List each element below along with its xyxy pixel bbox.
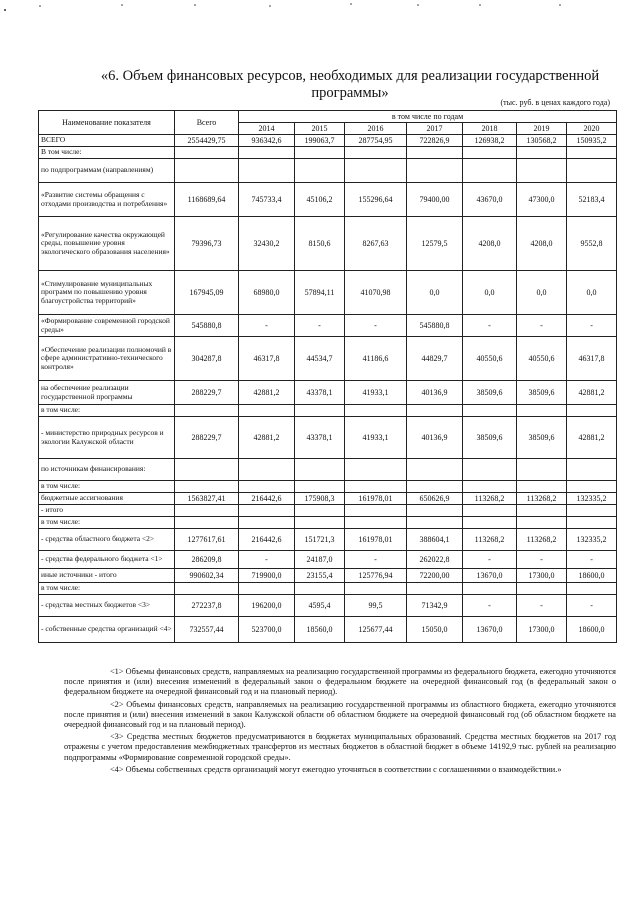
row-total: 1168689,64	[175, 183, 239, 217]
year-value-cell: 523700,0	[239, 617, 295, 643]
year-value-cell	[295, 147, 345, 159]
row-total	[175, 459, 239, 481]
year-value-cell: 46317,8	[239, 337, 295, 381]
row-label: иные источники - итого	[39, 569, 175, 583]
year-value-cell: 132335,2	[567, 529, 617, 551]
header-year: 2015	[295, 123, 345, 135]
year-value-cell: 41933,1	[345, 417, 407, 459]
year-value-cell: 745733,4	[239, 183, 295, 217]
year-value-cell: -	[517, 595, 567, 617]
year-value-cell	[345, 583, 407, 595]
year-value-cell: 262022,8	[407, 551, 463, 569]
year-value-cell	[463, 481, 517, 493]
year-value-cell: 99,5	[345, 595, 407, 617]
row-label: - министерство природных ресурсов и экологии Калужской области	[39, 417, 175, 459]
year-value-cell: 43378,1	[295, 381, 345, 405]
table-row	[39, 529, 617, 551]
row-total	[175, 505, 239, 517]
year-value-cell	[567, 583, 617, 595]
financial-table	[38, 110, 617, 643]
year-value-cell	[463, 517, 517, 529]
row-label: по подпрограммам (направлениям)	[39, 159, 175, 183]
year-value-cell: 38509,6	[517, 381, 567, 405]
year-value-cell: 40550,6	[463, 337, 517, 381]
year-value-cell: 38509,6	[463, 381, 517, 405]
year-value-cell	[239, 147, 295, 159]
year-value-cell: 287754,95	[345, 135, 407, 147]
year-value-cell: 9552,8	[567, 217, 617, 271]
row-total	[175, 583, 239, 595]
year-value-cell: -	[463, 551, 517, 569]
year-value-cell	[567, 405, 617, 417]
year-value-cell: 8267,63	[345, 217, 407, 271]
year-value-cell: 126938,2	[463, 135, 517, 147]
row-label: - средства федерального бюджета <1>	[39, 551, 175, 569]
year-value-cell	[463, 405, 517, 417]
year-value-cell	[239, 459, 295, 481]
row-label: в том числе:	[39, 517, 175, 529]
year-value-cell: -	[567, 551, 617, 569]
table-row	[39, 459, 617, 481]
year-value-cell	[517, 459, 567, 481]
year-value-cell: 47300,0	[517, 183, 567, 217]
year-value-cell: 79400,00	[407, 183, 463, 217]
table-row	[39, 493, 617, 505]
year-value-cell: 43378,1	[295, 417, 345, 459]
year-value-cell: 936342,6	[239, 135, 295, 147]
year-value-cell	[295, 405, 345, 417]
header-years-group: в том числе по годам	[239, 111, 617, 123]
year-value-cell	[517, 481, 567, 493]
header-year: 2018	[463, 123, 517, 135]
year-value-cell: 42881,2	[239, 381, 295, 405]
table-row	[39, 551, 617, 569]
year-value-cell	[463, 159, 517, 183]
year-value-cell: 113268,2	[463, 529, 517, 551]
year-value-cell: 113268,2	[517, 529, 567, 551]
row-label: «Регулирование качества окружающей среды, повышение уровня экологического образования населения»	[39, 217, 175, 271]
table-row	[39, 417, 617, 459]
year-value-cell: 0,0	[407, 271, 463, 315]
year-value-cell	[345, 517, 407, 529]
row-total: 732557,44	[175, 617, 239, 643]
year-value-cell: 545880,8	[407, 315, 463, 337]
year-value-cell	[517, 405, 567, 417]
row-label: в том числе:	[39, 405, 175, 417]
year-value-cell	[463, 583, 517, 595]
table-row	[39, 481, 617, 493]
year-value-cell: 46317,8	[567, 337, 617, 381]
year-value-cell	[567, 517, 617, 529]
footnote: <1> Объемы финансовых средств, направляемых на реализацию государственной программы из федерального бюджета, ежегодно уточняются после принятия и (или) внесения изменений в федеральный закон о федеральном бюджете на очередной финансовый год (в федеральный закон о федеральном бюджете на очередной финансовый год и на плановый период).	[64, 667, 616, 697]
year-value-cell: 40136,9	[407, 417, 463, 459]
table-body	[39, 135, 617, 643]
header-year: 2017	[407, 123, 463, 135]
year-value-cell: -	[239, 315, 295, 337]
year-value-cell: 45106,2	[295, 183, 345, 217]
year-value-cell: 40550,6	[517, 337, 567, 381]
row-total: 167945,09	[175, 271, 239, 315]
row-label: - средства местных бюджетов <3>	[39, 595, 175, 617]
year-value-cell	[567, 505, 617, 517]
row-label: «Стимулирование муниципальных программ по повышению уровня благоустройства территорий»	[39, 271, 175, 315]
year-value-cell: -	[567, 595, 617, 617]
row-total	[175, 147, 239, 159]
row-label: «Обеспечение реализации полномочий в сфере административно-технического контроля»	[39, 337, 175, 381]
table-row	[39, 183, 617, 217]
year-value-cell	[239, 583, 295, 595]
year-value-cell: 113268,2	[517, 493, 567, 505]
year-value-cell: 151721,3	[295, 529, 345, 551]
year-value-cell: -	[517, 315, 567, 337]
row-label: по источникам финансирования:	[39, 459, 175, 481]
row-label: в том числе:	[39, 583, 175, 595]
year-value-cell: 52183,4	[567, 183, 617, 217]
year-value-cell	[407, 405, 463, 417]
year-value-cell: 43670,0	[463, 183, 517, 217]
year-value-cell: 199063,7	[295, 135, 345, 147]
year-value-cell	[463, 505, 517, 517]
year-value-cell: -	[567, 315, 617, 337]
header-year: 2014	[239, 123, 295, 135]
table-row	[39, 315, 617, 337]
units-caption: (тыс. руб. в ценах каждого года)	[500, 98, 610, 107]
year-value-cell	[345, 481, 407, 493]
row-total: 990602,34	[175, 569, 239, 583]
year-value-cell: 13670,0	[463, 569, 517, 583]
row-label: «Развитие системы обращения с отходами производства и потребления»	[39, 183, 175, 217]
row-total: 286209,8	[175, 551, 239, 569]
year-value-cell: 719900,0	[239, 569, 295, 583]
header-total: Всего	[175, 111, 239, 135]
row-total	[175, 517, 239, 529]
row-label: В том числе:	[39, 147, 175, 159]
year-value-cell: 17300,0	[517, 569, 567, 583]
year-value-cell: 388604,1	[407, 529, 463, 551]
year-value-cell	[239, 505, 295, 517]
year-value-cell: 44829,7	[407, 337, 463, 381]
year-value-cell: 132335,2	[567, 493, 617, 505]
row-label: бюджетные ассигнования	[39, 493, 175, 505]
year-value-cell	[345, 505, 407, 517]
year-value-cell: 0,0	[463, 271, 517, 315]
year-value-cell: 113268,2	[463, 493, 517, 505]
row-total: 1563827,41	[175, 493, 239, 505]
year-value-cell: -	[345, 315, 407, 337]
year-value-cell	[295, 517, 345, 529]
year-value-cell	[407, 517, 463, 529]
table-row	[39, 159, 617, 183]
year-value-cell	[295, 459, 345, 481]
year-value-cell	[345, 159, 407, 183]
footnote: <2> Объемы финансовых средств, направляемых на реализацию государственной программы из областного бюджета, ежегодно уточняются после принятия и (или) внесения изменений в закон Калужской области об областном бюджете на очередной финансовый год (об областном бюджете на очередной финансовый год и на плановый период).	[64, 699, 616, 730]
year-value-cell: 125677,44	[345, 617, 407, 643]
year-value-cell	[567, 481, 617, 493]
year-value-cell: 40136,9	[407, 381, 463, 405]
year-value-cell	[407, 159, 463, 183]
row-label: в том числе:	[39, 481, 175, 493]
year-value-cell	[345, 459, 407, 481]
year-value-cell: 24187,0	[295, 551, 345, 569]
header-year: 2020	[567, 123, 617, 135]
row-total: 272237,8	[175, 595, 239, 617]
year-value-cell: 216442,6	[239, 529, 295, 551]
year-value-cell	[407, 481, 463, 493]
row-total: 1277617,61	[175, 529, 239, 551]
table-row	[39, 595, 617, 617]
year-value-cell: -	[463, 315, 517, 337]
year-value-cell	[567, 147, 617, 159]
year-value-cell: 4208,0	[517, 217, 567, 271]
year-value-cell	[463, 147, 517, 159]
year-value-cell: 32430,2	[239, 217, 295, 271]
year-value-cell	[239, 481, 295, 493]
year-value-cell: 0,0	[517, 271, 567, 315]
year-value-cell	[567, 459, 617, 481]
row-total	[175, 481, 239, 493]
year-value-cell: 175908,3	[295, 493, 345, 505]
year-value-cell	[239, 405, 295, 417]
year-value-cell: 42881,2	[239, 417, 295, 459]
year-value-cell	[517, 159, 567, 183]
table-row	[39, 381, 617, 405]
year-value-cell	[517, 583, 567, 595]
year-value-cell	[295, 481, 345, 493]
year-value-cell: 12579,5	[407, 217, 463, 271]
year-value-cell: 44534,7	[295, 337, 345, 381]
table-row	[39, 135, 617, 147]
year-value-cell	[295, 505, 345, 517]
year-value-cell: 130568,2	[517, 135, 567, 147]
year-value-cell: 196200,0	[239, 595, 295, 617]
year-value-cell	[407, 583, 463, 595]
year-value-cell: 38509,6	[517, 417, 567, 459]
year-value-cell: 57894,11	[295, 271, 345, 315]
year-value-cell: 18560,0	[295, 617, 345, 643]
year-value-cell: 71342,9	[407, 595, 463, 617]
table-row	[39, 583, 617, 595]
year-value-cell: 161978,01	[345, 493, 407, 505]
year-value-cell: 4595,4	[295, 595, 345, 617]
row-total	[175, 159, 239, 183]
table-row	[39, 337, 617, 381]
year-value-cell: 13670,0	[463, 617, 517, 643]
year-value-cell	[517, 505, 567, 517]
year-value-cell: 38509,6	[463, 417, 517, 459]
year-value-cell	[239, 517, 295, 529]
row-total: 288229,7	[175, 417, 239, 459]
year-value-cell: 42881,2	[567, 417, 617, 459]
table-row	[39, 617, 617, 643]
year-value-cell	[463, 459, 517, 481]
table-row	[39, 271, 617, 315]
row-total: 545880,8	[175, 315, 239, 337]
year-value-cell: -	[345, 551, 407, 569]
year-value-cell: -	[295, 315, 345, 337]
header-year: 2019	[517, 123, 567, 135]
header-year: 2016	[345, 123, 407, 135]
year-value-cell: 722826,9	[407, 135, 463, 147]
year-value-cell: 42881,2	[567, 381, 617, 405]
table-row	[39, 569, 617, 583]
year-value-cell: 23155,4	[295, 569, 345, 583]
year-value-cell: 41070,98	[345, 271, 407, 315]
year-value-cell: 4208,0	[463, 217, 517, 271]
year-value-cell	[345, 147, 407, 159]
header-name: Наименование показателя	[39, 111, 175, 135]
year-value-cell: 41933,1	[345, 381, 407, 405]
table-row	[39, 505, 617, 517]
year-value-cell: 72200,00	[407, 569, 463, 583]
year-value-cell: 15050,0	[407, 617, 463, 643]
year-value-cell	[295, 159, 345, 183]
year-value-cell	[517, 517, 567, 529]
row-label: на обеспечение реализации государственной программы	[39, 381, 175, 405]
year-value-cell: -	[463, 595, 517, 617]
year-value-cell: 161978,01	[345, 529, 407, 551]
row-total	[175, 405, 239, 417]
year-value-cell: 8150,6	[295, 217, 345, 271]
row-label: ВСЕГО	[39, 135, 175, 147]
year-value-cell	[407, 505, 463, 517]
row-label: - собственные средства организаций <4>	[39, 617, 175, 643]
footnote: <3> Средства местных бюджетов предусматриваются в бюджетах муниципальных образований. Средства местных бюджетов на 2017 год отражены с учетом предоставления межбюджетных трансфертов из местных бюджетов в областной бюджет в объеме 14192,9 тыс. рублей на реализацию подпрограммы «Формирование современной городской среды».	[64, 732, 616, 762]
footnotes	[64, 667, 616, 777]
footnote: <4> Объемы собственных средств организаций могут ежегодно уточняться в соответствии с соглашениями о взаимодействии.»	[110, 764, 562, 774]
table-row	[39, 405, 617, 417]
year-value-cell: 18600,0	[567, 617, 617, 643]
year-value-cell: 41186,6	[345, 337, 407, 381]
row-label: «Формирование современной городской среды»	[39, 315, 175, 337]
year-value-cell: 17300,0	[517, 617, 567, 643]
table-row	[39, 217, 617, 271]
year-value-cell: 650626,9	[407, 493, 463, 505]
year-value-cell: 216442,6	[239, 493, 295, 505]
year-value-cell: 68980,0	[239, 271, 295, 315]
year-value-cell	[295, 583, 345, 595]
year-value-cell: 125776,94	[345, 569, 407, 583]
year-value-cell: -	[239, 551, 295, 569]
row-total: 79396,73	[175, 217, 239, 271]
year-value-cell	[517, 147, 567, 159]
row-label: - средства областного бюджета <2>	[39, 529, 175, 551]
row-label: - итого	[39, 505, 175, 517]
year-value-cell	[345, 405, 407, 417]
table-row	[39, 147, 617, 159]
scan-edge-marks	[0, 0, 640, 14]
row-total: 304287,8	[175, 337, 239, 381]
year-value-cell: 18600,0	[567, 569, 617, 583]
year-value-cell: 0,0	[567, 271, 617, 315]
table-row	[39, 517, 617, 529]
year-value-cell: 150935,2	[567, 135, 617, 147]
row-total: 288229,7	[175, 381, 239, 405]
year-value-cell	[407, 147, 463, 159]
year-value-cell: -	[517, 551, 567, 569]
year-value-cell	[407, 459, 463, 481]
year-value-cell: 155296,64	[345, 183, 407, 217]
year-value-cell	[239, 159, 295, 183]
page-title: «6. Объем финансовых ресурсов, необходимых для реализации государственной программы»	[100, 68, 600, 101]
row-total: 2554429,75	[175, 135, 239, 147]
year-value-cell	[567, 159, 617, 183]
